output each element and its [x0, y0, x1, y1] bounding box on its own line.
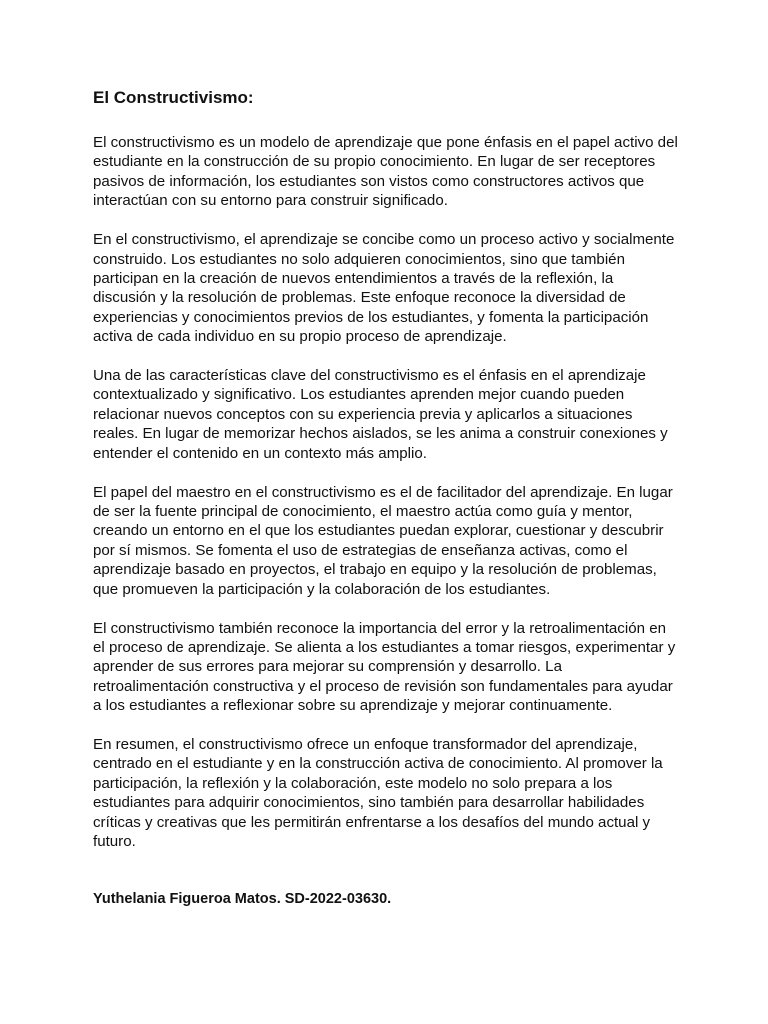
paragraph-2: En el constructivismo, el aprendizaje se concibe como un proceso activo y socialmente construido. Los estudiantes no solo adquieren conocimientos, sino que también participan en la creación de nuevos entendimientos a través de la reflexión, la discusión y la resolución de problemas. Este enfoque reconoce la diversidad de experiencias y conocimientos previos de los estudiantes, y fomenta la participación activa de cada individuo en su propio proceso de aprendizaje.	[93, 231, 675, 346]
paragraph-1: El constructivismo es un modelo de aprendizaje que pone énfasis en el papel activo del estudiante en la construcción de su propio conocimiento. En lugar de ser receptores pasivos de información, los estudiantes son vistos como constructores activos que interactúan con su entorno para construir significado.	[93, 134, 678, 210]
paragraph-6: En resumen, el constructivismo ofrece un enfoque transformador del aprendizaje, centrado en el estudiante y en la construcción activa de conocimiento. Al promover la participación, la reflexión y la colaboración, este modelo no solo prepara a los estudiantes para adquirir conocimientos, sino también para desarrollar habilidades críticas y creativas que les permitirán enfrentarse a los desafíos del mundo actual y futuro.	[93, 736, 663, 851]
paragraph-4: El papel del maestro en el constructivismo es el de facilitador del aprendizaje. En lugar de ser la fuente principal de conocimiento, el maestro actúa como guía y mentor, creando un entorno en el que los estudiantes puedan explorar, cuestionar y descubrir por sí mismos. Se fomenta el uso de estrategias de enseñanza activas, como el aprendizaje basado en proyectos, el trabajo en equipo y la resolución de problemas, que promueven la participación y la colaboración de los estudiantes.	[93, 483, 673, 598]
paragraph-3: Una de las características clave del constructivismo es el énfasis en el aprendizaje contextualizado y significativo. Los estudiantes aprenden mejor cuando pueden relacionar nuevos conceptos con su experiencia previa y aplicarlos a situaciones reales. En lugar de memorizar hechos aislados, se les anima a construir conexiones y entender el contenido en un contexto más amplio.	[93, 367, 668, 462]
paragraph-5: El constructivismo también reconoce la importancia del error y la retroalimentación en el proceso de aprendizaje. Se alienta a los estudiantes a tomar riesgos, experimentar y aprender de sus errores para mejorar su comprensión y desarrollo. La retroalimentación constructiva y el proceso de revisión son fundamentales para ayudar a los estudiantes a reflexionar sobre su aprendizaje y mejorar continuamente.	[93, 619, 676, 715]
document-title: El Constructivismo:	[93, 88, 254, 107]
author-signature: Yuthelania Figueroa Matos. SD-2022-03630.	[93, 890, 392, 907]
document-page	[93, 87, 678, 909]
